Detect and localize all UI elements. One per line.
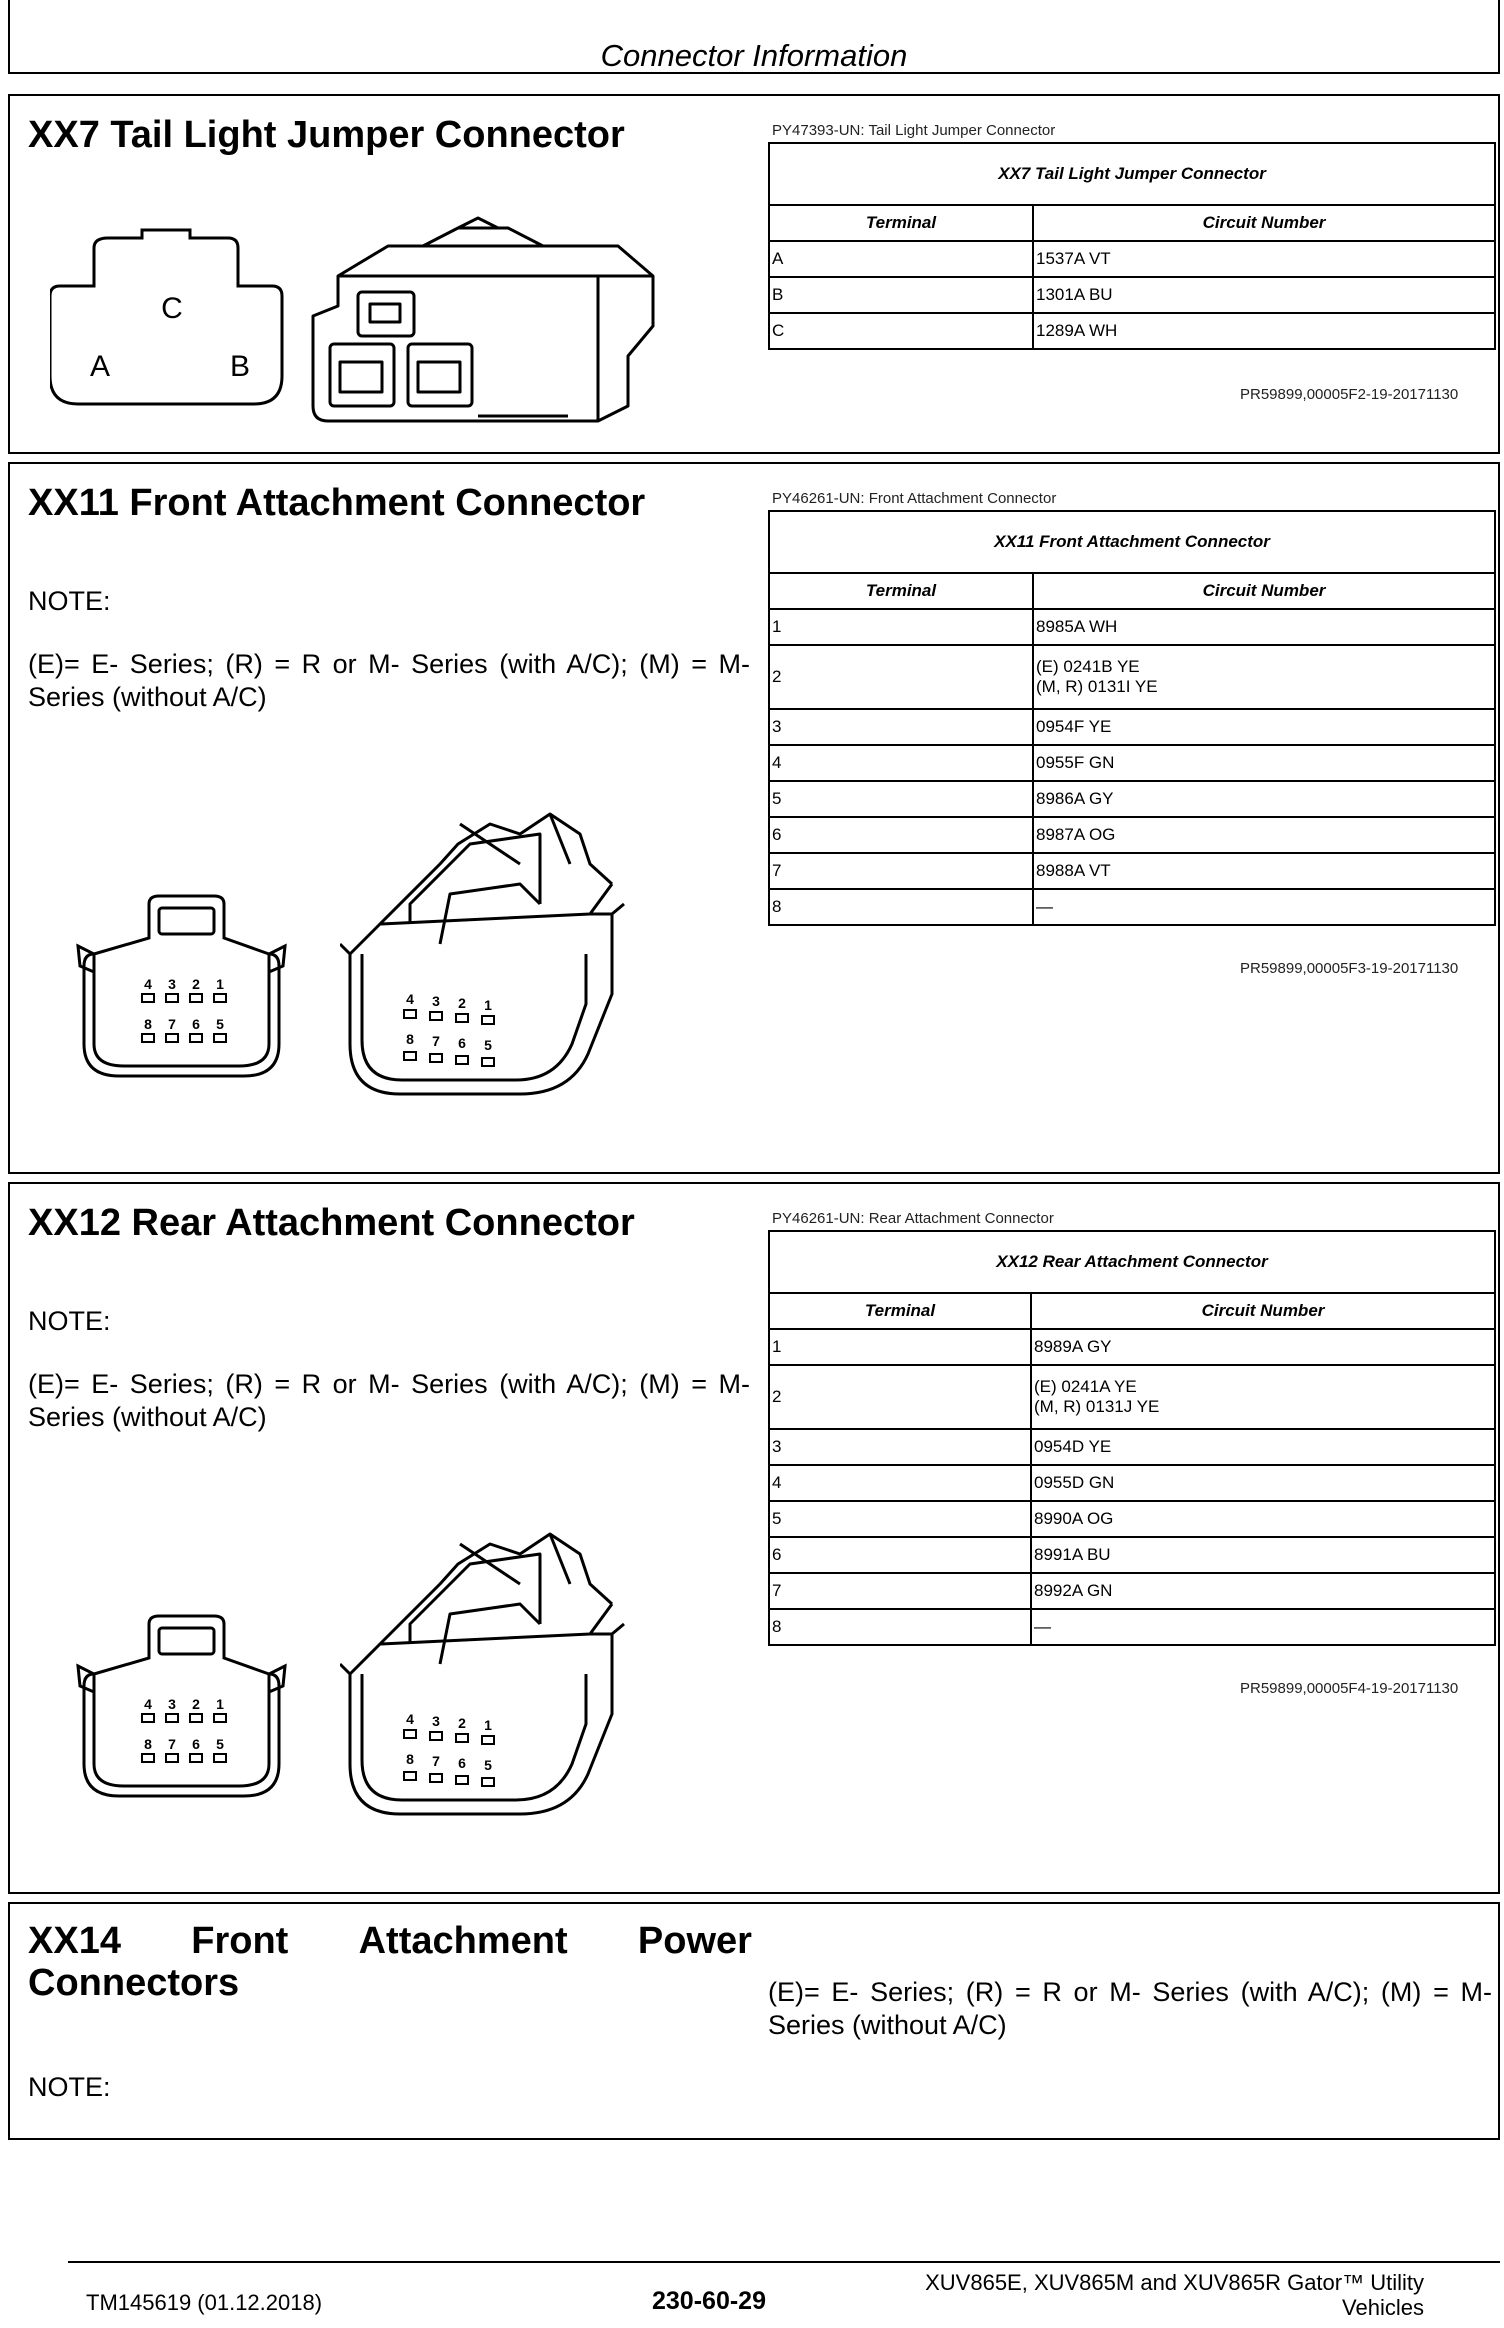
pin-number: 2	[458, 995, 466, 1011]
table-row	[769, 277, 1495, 313]
connector-face-diagram	[74, 894, 304, 1084]
table-caption: XX11 Front Attachment Connector	[769, 511, 1495, 573]
table-row	[769, 1537, 1495, 1573]
table-row	[769, 745, 1495, 781]
pin-number: 3	[432, 1713, 440, 1729]
terminal-cell: A	[769, 241, 1033, 277]
note-text: (E)= E- Series; (R) = R or M- Series (with A/C); (M) = M-Series (without A/C)	[768, 1977, 1492, 2040]
pin-number: 6	[458, 1035, 466, 1051]
section-title: XX7 Tail Light Jumper Connector	[28, 114, 625, 156]
page-title: Connector Information	[600, 38, 908, 73]
circuit-cell: 8988A VT	[1033, 853, 1495, 889]
title-word: Front	[191, 1920, 289, 1962]
connector-face-diagram	[74, 1614, 304, 1804]
terminal-cell: 2	[769, 645, 1033, 709]
document-id: PR59899,00005F3-19-20171130	[1240, 960, 1459, 977]
pin-number: 6	[458, 1755, 466, 1771]
figure-reference: PY46261-UN: Rear Attachment Connector	[772, 1210, 1054, 1227]
section-xx14	[8, 1902, 1500, 2140]
title-word: Attachment	[358, 1920, 568, 1962]
table-row	[769, 817, 1495, 853]
terminal-cell: 8	[769, 1609, 1031, 1645]
table-row	[769, 1501, 1495, 1537]
table-row	[769, 609, 1495, 645]
page-header	[8, 0, 1500, 74]
document-id: PR59899,00005F2-19-20171130	[1240, 386, 1459, 403]
circuit-line: (M, R) 0131I YE	[1036, 677, 1158, 696]
pin-number: 8	[406, 1031, 414, 1047]
note-text: (E)= E- Series; (R) = R or M- Series (with A/C); (M) = M-Series (without A/C)	[28, 1369, 750, 1432]
terminal-cell: 4	[769, 745, 1033, 781]
section-title	[28, 1920, 752, 1963]
terminal-cell: 7	[769, 1573, 1031, 1609]
circuit-cell: 1289A WH	[1033, 313, 1495, 349]
circuit-table	[768, 1230, 1496, 1646]
table-row	[769, 313, 1495, 349]
terminal-cell: 5	[769, 1501, 1031, 1537]
pin-number: 8	[144, 1016, 152, 1032]
footer-product-line: XUV865E, XUV865M and XUV865R Gator™ Utility	[925, 2270, 1424, 2295]
pin-number: 4	[406, 1711, 414, 1727]
pin-number: 7	[432, 1753, 440, 1769]
circuit-line: (E) 0241B YE	[1036, 657, 1140, 676]
pin-label-a: A	[89, 350, 111, 383]
pin-number: 6	[192, 1016, 200, 1032]
section-title: XX12 Rear Attachment Connector	[28, 1202, 635, 1244]
terminal-cell: 8	[769, 889, 1033, 925]
document-id: PR59899,00005F4-19-20171130	[1240, 1680, 1459, 1697]
table-row	[769, 781, 1495, 817]
pin-number: 3	[168, 1696, 176, 1712]
pin-number: 4	[144, 976, 152, 992]
note-label: NOTE:	[28, 586, 111, 616]
circuit-cell: 8989A GY	[1031, 1329, 1495, 1365]
column-header: Terminal	[769, 573, 1033, 609]
circuit-cell	[1033, 645, 1495, 709]
circuit-cell: 1301A BU	[1033, 277, 1495, 313]
circuit-cell: 8991A BU	[1031, 1537, 1495, 1573]
connector-3d-diagram	[340, 1524, 630, 1824]
terminal-cell: 2	[769, 1365, 1031, 1429]
table-row	[769, 853, 1495, 889]
pin-number: 1	[216, 1696, 224, 1712]
pin-label-b: B	[229, 350, 251, 383]
circuit-cell: 8985A WH	[1033, 609, 1495, 645]
circuit-table	[768, 142, 1496, 350]
pin-number: 3	[168, 976, 176, 992]
circuit-table	[768, 510, 1496, 926]
connector-face-diagram	[50, 226, 300, 426]
terminal-cell: 5	[769, 781, 1033, 817]
column-header: Terminal	[769, 1293, 1031, 1329]
pin-number: 4	[144, 1696, 152, 1712]
table-row	[769, 709, 1495, 745]
circuit-cell: 8990A OG	[1031, 1501, 1495, 1537]
section-xx12	[8, 1182, 1500, 1894]
table-row	[769, 1573, 1495, 1609]
pin-number: 4	[406, 991, 414, 1007]
terminal-cell: 6	[769, 817, 1033, 853]
footer-product-line: Vehicles	[1342, 2295, 1424, 2320]
title-word: Power	[637, 1920, 752, 1962]
pin-number: 7	[432, 1033, 440, 1049]
terminal-cell: 7	[769, 853, 1033, 889]
circuit-cell: 8986A GY	[1033, 781, 1495, 817]
pin-number: 6	[192, 1736, 200, 1752]
pin-number: 5	[216, 1736, 224, 1752]
table-caption: XX12 Rear Attachment Connector	[769, 1231, 1495, 1293]
section-title: XX11 Front Attachment Connector	[28, 482, 646, 524]
circuit-cell: 8992A GN	[1031, 1573, 1495, 1609]
pin-number: 5	[484, 1037, 492, 1053]
note-text: (E)= E- Series; (R) = R or M- Series (with A/C); (M) = M-Series (without A/C)	[28, 649, 750, 712]
pin-number: 1	[484, 997, 492, 1013]
circuit-cell: 1537A VT	[1033, 241, 1495, 277]
table-row	[769, 1429, 1495, 1465]
circuit-line: (E) 0241A YE	[1034, 1377, 1137, 1396]
table-row	[769, 1329, 1495, 1365]
column-header: Circuit Number	[1033, 573, 1495, 609]
table-row	[769, 645, 1495, 709]
terminal-cell: 4	[769, 1465, 1031, 1501]
circuit-cell: 0954F YE	[1033, 709, 1495, 745]
circuit-cell: 0955D GN	[1031, 1465, 1495, 1501]
figure-reference: PY47393-UN: Tail Light Jumper Connector	[772, 122, 1056, 139]
section-title-line2: Connectors	[28, 1962, 240, 2004]
terminal-cell: C	[769, 313, 1033, 349]
circuit-cell	[1031, 1365, 1495, 1429]
circuit-cell: 0954D YE	[1031, 1429, 1495, 1465]
table-row	[769, 889, 1495, 925]
pin-number: 5	[216, 1016, 224, 1032]
column-header: Circuit Number	[1033, 205, 1495, 241]
pin-number: 7	[168, 1736, 176, 1752]
table-caption: XX7 Tail Light Jumper Connector	[769, 143, 1495, 205]
circuit-cell: —	[1033, 889, 1495, 925]
terminal-cell: 3	[769, 1429, 1031, 1465]
table-row	[769, 1465, 1495, 1501]
note-label: NOTE:	[28, 2072, 111, 2102]
terminal-cell: 1	[769, 1329, 1031, 1365]
pin-number: 8	[406, 1751, 414, 1767]
circuit-line: (M, R) 0131J YE	[1034, 1397, 1160, 1416]
footer-product	[925, 2270, 1424, 2320]
pin-number: 1	[484, 1717, 492, 1733]
column-header: Circuit Number	[1031, 1293, 1495, 1329]
pin-number: 5	[484, 1757, 492, 1773]
title-word: XX14	[28, 1920, 121, 1962]
section-xx7	[8, 94, 1500, 454]
pin-number: 2	[192, 976, 200, 992]
terminal-cell: B	[769, 277, 1033, 313]
connector-3d-diagram	[308, 216, 678, 426]
terminal-cell: 6	[769, 1537, 1031, 1573]
circuit-cell: 0955F GN	[1033, 745, 1495, 781]
connector-3d-diagram	[340, 804, 630, 1104]
pin-number: 3	[432, 993, 440, 1009]
pin-number: 7	[168, 1016, 176, 1032]
pin-number: 2	[458, 1715, 466, 1731]
section-xx11	[8, 462, 1500, 1174]
pin-number: 1	[216, 976, 224, 992]
table-row	[769, 1365, 1495, 1429]
figure-reference: PY46261-UN: Front Attachment Connector	[772, 490, 1057, 507]
table-row	[769, 241, 1495, 277]
pin-number: 2	[192, 1696, 200, 1712]
footer-doc-number: TM145619 (01.12.2018)	[86, 2290, 323, 2315]
pin-number: 8	[144, 1736, 152, 1752]
terminal-cell: 3	[769, 709, 1033, 745]
footer-page-number: 230-60-29	[652, 2287, 766, 2315]
note-label: NOTE:	[28, 1306, 111, 1336]
footer-divider	[68, 2261, 1500, 2263]
circuit-cell: —	[1031, 1609, 1495, 1645]
circuit-cell: 8987A OG	[1033, 817, 1495, 853]
table-row	[769, 1609, 1495, 1645]
pin-label-c: C	[161, 292, 183, 325]
terminal-cell: 1	[769, 609, 1033, 645]
column-header: Terminal	[769, 205, 1033, 241]
